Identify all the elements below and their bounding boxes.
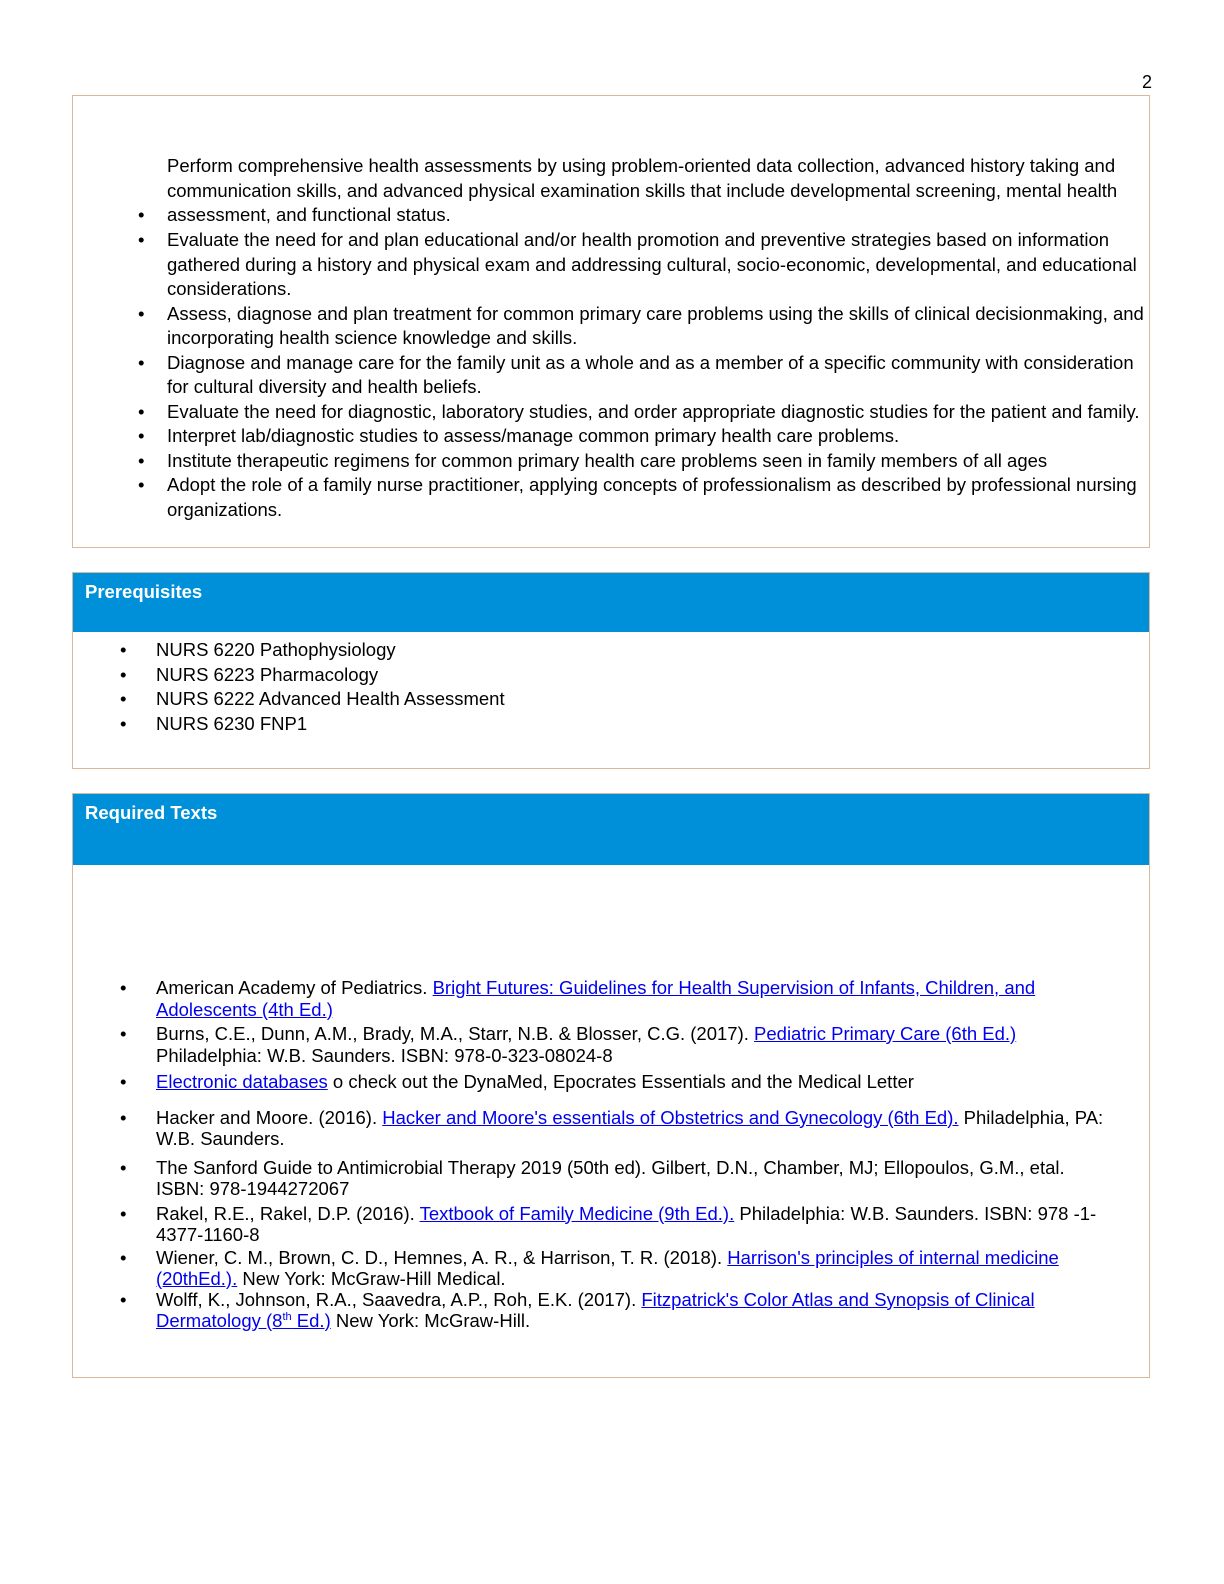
bullet: • [120,1156,127,1178]
objectives-box [72,95,1150,548]
bullet: • [120,1202,127,1224]
list-item: • The Sanford Guide to Antimicrobial Therapy 2019 (50th ed). Gilbert, D.N., Chamber, MJ; Ellopoulos, G.M., etal. ISBN: 978-1944272067 [120,1156,1065,1199]
text-link[interactable]: Bright Futures: Guidelines for Health Supervision of Infants, Children, and Adolescents (4th Ed.) [156,977,1036,1020]
list-item: • American Academy of Pediatrics. Bright Futures: Guidelines for Health Supervision of Infants, Children, and Adolescents (4th Ed.) [120,977,1036,1020]
bullet: • [120,712,127,734]
list-item: • NURS 6222 Advanced Health Assessment [156,687,1056,712]
text-link[interactable]: Pediatric Primary Care (6th Ed.) [754,1023,1017,1044]
required-texts-heading: Required Texts [73,794,1149,865]
bullet: • [138,425,145,446]
prerequisites-list [120,638,1056,736]
objectives-list [138,154,1151,522]
list-item: • Interpret lab/diagnostic studies to assess/manage common primary health care problems. [167,424,1151,449]
list-item: • Wiener, C. M., Brown, C. D., Hemnes, A. R., & Harrison, T. R. (2018). Harrison's principles of internal medicine (20thEd.). New York: McGraw-Hill Medical. [120,1246,1059,1289]
required-texts-box [72,793,1150,1378]
bullet: • [138,474,145,495]
bullet: • [138,229,145,250]
bullet: • [120,1288,127,1310]
list-item: • Evaluate the need for and plan educational and/or health promotion and preventive strategies based on information gathered during a history and physical exam and addressing cultural, socio-economic, developmental, and educational considerations. [138,229,1137,299]
list-item: • NURS 6223 Pharmacology [156,663,1056,688]
list-item: • NURS 6220 Pathophysiology [156,638,1056,663]
bullet: • [138,204,145,225]
text-link[interactable]: Harrison's principles of internal medicine (20thEd.). [156,1246,1059,1289]
list-item: • Rakel, R.E., Rakel, D.P. (2016). Textbook of Family Medicine (9th Ed.). Philadelphia: W.B. Saunders. ISBN: 978 -1-4377-1160-8 [120,1202,1097,1245]
bullet: • [120,1106,127,1128]
page-number: 2 [1141,72,1152,92]
list-item: • Burns, C.E., Dunn, A.M., Brady, M.A., Starr, N.B. & Blosser, C.G. (2017). Pediatric Primary Care (6th Ed.) Philadelphia: W.B. Saunders. ISBN: 978-0-323-08024-8 [120,1023,1017,1066]
required-texts-list [120,977,1116,1331]
text-link[interactable]: Hacker and Moore's essentials of Obstetrics and Gynecology (6th Ed). [382,1106,959,1128]
bullet: • [120,663,127,685]
prerequisites-box [72,572,1150,769]
bullet: • [138,351,145,373]
bullet: • [138,449,145,471]
bullet: • [120,977,127,998]
bullet: • [120,1071,127,1092]
list-item: • Adopt the role of a family nurse practitioner, applying concepts of professionalism as described by professional nursing organizations. [138,474,1137,520]
bullet: • [120,1023,127,1044]
text-link[interactable]: Textbook of Family Medicine (9th Ed.). [419,1202,735,1224]
list-item: • Diagnose and manage care for the family unit as a whole and as a member of a specific community with consideration for cultural diversity and health beliefs. [138,351,1134,397]
list-item: • NURS 6230 FNP1 [156,712,1056,737]
text-link[interactable]: Fitzpatrick's Color Atlas and Synopsis of Clinical Dermatology (8th Ed.) [156,1288,1035,1331]
list-item: • Evaluate the need for diagnostic, laboratory studies, and order appropriate diagnostic studies for the patient and family. [167,400,1151,425]
bullet: • [120,1246,127,1268]
list-item: • Perform comprehensive health assessments by using problem-oriented data collection, advanced history taking and communication skills, and advanced physical examination skills that include developmental screening, mental health assessment, and functional status. [167,154,1151,228]
bullet: • [138,302,145,324]
bullet: • [120,688,127,709]
prerequisites-heading: Prerequisites [73,573,1149,632]
list-item: • Electronic databases o check out the DynaMed, Epocrates Essentials and the Medical Letter [120,1071,914,1092]
bullet: • [120,639,127,660]
bullet: • [138,400,145,422]
list-item: • Wolff, K., Johnson, R.A., Saavedra, A.P., Roh, E.K. (2017). Fitzpatrick's Color Atlas and Synopsis of Clinical Dermatology (8th Ed.) New York: McGraw-Hill. [120,1288,1035,1331]
list-item: • Assess, diagnose and plan treatment for common primary care problems using the skills of clinical decisionmaking, and incorporating health science knowledge and skills. [138,302,1144,348]
list-item: • Hacker and Moore. (2016). Hacker and Moore's essentials of Obstetrics and Gynecology (6th Ed). Philadelphia, PA: W.B. Saunders. [120,1106,1104,1149]
list-item: • Institute therapeutic regimens for common primary health care problems seen in family members of all ages [167,449,1151,474]
text-link[interactable]: Electronic databases [156,1071,328,1092]
